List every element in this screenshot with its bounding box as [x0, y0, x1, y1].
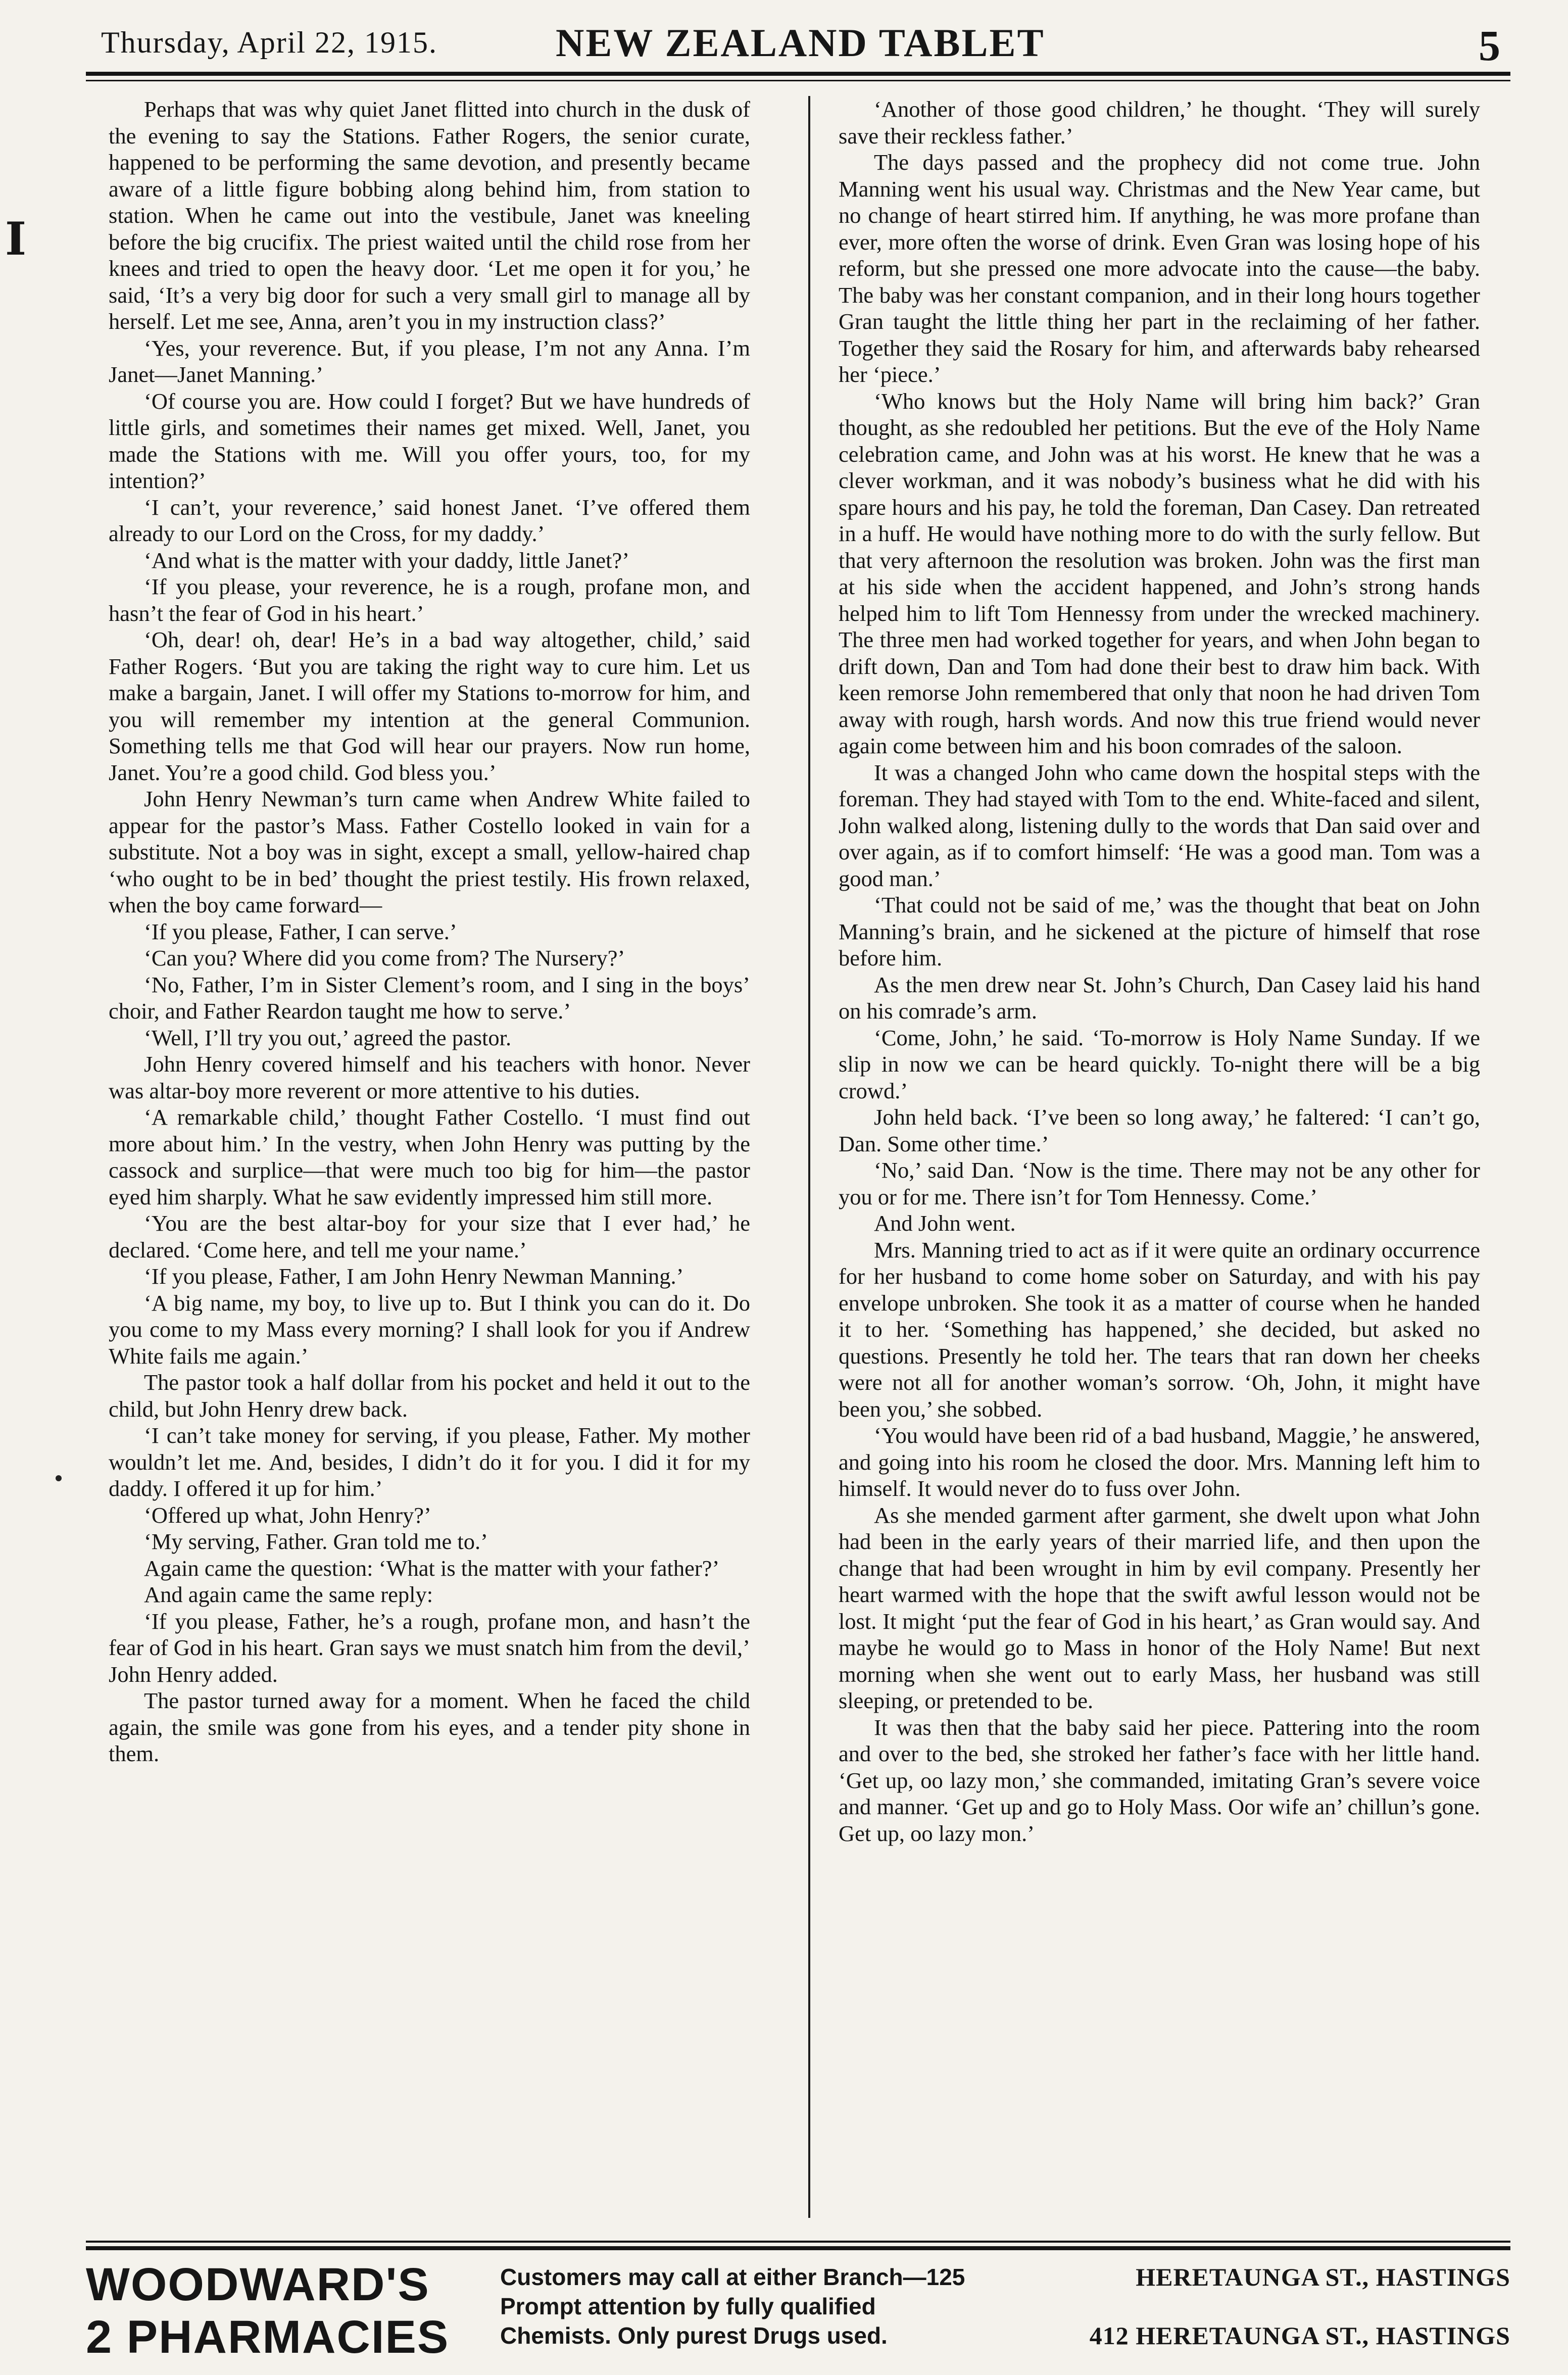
publication-title: NEW ZEALAND TABLET — [556, 21, 1045, 65]
paragraph: It was a changed John who came down the hospital steps with the foreman. They had stayed with Tom to the end. White-faced and silent, John walked along, listening dully to the words that Dan said over and over again, as if to comfort himself: ‘He was a good man. Tom was a good man.’ — [839, 759, 1480, 891]
paragraph: ‘No, Father, I’m in Sister Clement’s room, and I sing in the boys’ choir, and Father Reardon taught me how to serve.’ — [109, 972, 750, 1024]
paragraph: ‘Well, I’ll try you out,’ agreed the pastor. — [144, 1025, 512, 1050]
ad-name-line1: WOODWARD'S — [86, 2259, 430, 2310]
paragraph: ‘If you please, Father, he’s a rough, profane mon, and hasn’t the fear of God in his heart. Gran says we must snatch him from the devil,’ John Henry added. — [109, 1608, 750, 1687]
paragraph: ‘You would have been rid of a bad husband, Maggie,’ he answered, and going into his room he closed the door. Mrs. Manning left him to himself. It would never do to fuss over John. — [839, 1423, 1480, 1501]
margin-dot — [56, 1475, 62, 1481]
footer-rule-thin — [86, 2241, 1510, 2243]
paragraph: ‘My serving, Father. Gran told me to.’ — [144, 1529, 488, 1554]
ad-name-line2: 2 PHARMACIES — [86, 2311, 450, 2363]
page-number: 5 — [1479, 21, 1500, 70]
paragraph: ‘A big name, my boy, to live up to. But I think you can do it. Do you come to my Mass every morning? I shall look for you if Andrew White fails me again.’ — [109, 1290, 750, 1369]
paragraph: ‘If you please, Father, I can serve.’ — [144, 918, 457, 944]
paragraph: ‘A remarkable child,’ thought Father Costello. ‘I must find out more about him.’ In the vestry, when John Henry was putting by the cassock and surplice—that were much too big for him—the pastor eyed him sharply. What he saw evidently impressed him still more. — [109, 1104, 750, 1209]
ad-line2-left: Prompt attention by fully qualified — [500, 2293, 876, 2319]
page-header — [101, 20, 1500, 70]
paragraph: ‘Another of those good children,’ he thought. ‘They will surely save their reckless father.’ — [839, 96, 1480, 149]
paragraph: ‘Of course you are. How could I forget? But we have hundreds of little girls, and sometimes their names get mixed. Well, Janet, you made the Stations with me. Will you offer yours, too, for my intention?’ — [109, 388, 750, 493]
paragraph: As she mended garment after garment, she dwelt upon what John had been in the early years of their married life, and then upon the change that had been wrought in him by evil company. Presently her heart warmed with the hope that the swift awful lesson would not be lost. It might ‘put the fear of God in his heart,’ as Gran would say. And maybe he would go to Mass in honor of the Holy Name! But next morning when she went out to early Mass, her husband was still sleeping, or pretended to be. — [839, 1502, 1480, 1713]
left-column — [109, 96, 750, 1767]
header-rule-thin — [86, 80, 1510, 81]
header-rule-thick — [86, 72, 1510, 76]
paragraph: ‘If you please, Father, I am John Henry Newman Manning.’ — [144, 1264, 684, 1289]
ad-business-name — [86, 2258, 449, 2363]
paragraph: The pastor turned away for a moment. When he faced the child again, the smile was gone from his eyes, and a tender pity shone in them. — [109, 1688, 750, 1766]
column-divider — [808, 96, 810, 2218]
paragraph: Perhaps that was why quiet Janet flitted into church in the dusk of the evening to say the Stations. Father Rogers, the senior curate, happened to be performing the same devotion, and presently became aware of a little figure bobbing along behind him, from station to station. When he came out into the vestibule, Janet was kneeling before the big crucifix. The priest waited until the child rose from her knees and tried to open the heavy door. ‘Let me open it for you,’ he said, ‘It’s a very big door for such a very small girl to manage all by herself. Let me see, Anna, aren’t you in my instruction class?’ — [109, 96, 750, 334]
paragraph: John Henry Newman’s turn came when Andrew White failed to appear for the pastor’s Mass. Father Costello looked in vain for a substitute. Not a boy was in sight, except a small, yellow-haired chap ‘who ought to be in bed’ thought the priest testily. His frown relaxed, when the boy came forward— — [109, 786, 750, 917]
paragraph: And John went. — [874, 1210, 1016, 1236]
paragraph: And again came the same reply: — [144, 1582, 433, 1607]
right-column — [839, 96, 1480, 1847]
paragraph: John held back. ‘I’ve been so long away,’ he faltered: ‘I can’t go, Dan. Some other time.’ — [839, 1104, 1480, 1156]
pharmacy-advertisement — [86, 2258, 1510, 2364]
ad-line1-left: Customers may call at either Branch—125 — [500, 2264, 965, 2290]
paragraph: ‘Offered up what, John Henry?’ — [144, 1502, 431, 1528]
paragraph: ‘I can’t, your reverence,’ said honest Janet. ‘I’ve offered them already to our Lord on the Cross, for my daddy.’ — [109, 494, 750, 546]
paragraph: ‘If you please, your reverence, he is a rough, profane mon, and hasn’t the fear of God in his heart.’ — [109, 574, 750, 626]
paragraph: As the men drew near St. John’s Church, Dan Casey laid his hand on his comrade’s arm. — [839, 972, 1480, 1024]
paragraph: ‘Who knows but the Holy Name will bring him back?’ Gran thought, as she redoubled her petitions. But the eve of the Holy Name celebration came, and John was at his worst. He knew that he was a clever workman, and it was nobody’s business what he did with his spare hours and his pay, he told the foreman, Dan Casey. Dan retreated in a huff. He would have nothing more to do with the surly fellow. But that very afternoon the resolution was broken. John was the first man at his side when the accident happened, and John’s strong hands helped him to lift Tom Hennessy from under the wrecked machinery. The three men had worked together for years, and when John began to drift down, Dan and Tom had done their best to draw him back. With keen remorse John remembered that only that noon he had driven Tom away with rough, harsh words. And now this true friend would never again come between him and his boon comrades of the saloon. — [839, 388, 1480, 758]
ad-line1-right: HERETAUNGA ST., HASTINGS — [1136, 2263, 1510, 2291]
footer-rule-thick — [86, 2246, 1510, 2250]
paragraph: It was then that the baby said her piece. Pattering into the room and over to the bed, she stroked her father’s face with her little hand. ‘Get up, oo lazy mon,’ she commanded, imitating Gran’s severe voice and manner. ‘Get up and go to Holy Mass. Oor wife an’ chillun’s gone. Get up, oo lazy mon.’ — [839, 1714, 1480, 1846]
paragraph: ‘You are the best altar-boy for your size that I ever had,’ he declared. ‘Come here, and tell me your name.’ — [109, 1210, 750, 1263]
paragraph: Mrs. Manning tried to act as if it were quite an ordinary occurrence for her husband to come home sober on Saturday, and with his pay envelope unbroken. She took it as a matter of course when he handed it to her. ‘Something has happened,’ she decided, but asked no questions. Presently he told her. The tears that ran down her cheeks were not all for another woman’s sorrow. ‘Oh, John, it might have been you,’ she sobbed. — [839, 1237, 1480, 1422]
margin-mark: I — [5, 212, 27, 266]
ad-copy — [500, 2262, 1510, 2350]
paragraph: ‘Yes, your reverence. But, if you please, I’m not any Anna. I’m Janet—Janet Manning.’ — [109, 335, 750, 387]
paragraph: ‘And what is the matter with your daddy, little Janet?’ — [144, 547, 630, 573]
paragraph: Again came the question: ‘What is the matter with your father?’ — [144, 1555, 720, 1581]
paragraph: ‘No,’ said Dan. ‘Now is the time. There may not be any other for you or for me. There isn’t for Tom Hennessy. Come.’ — [839, 1157, 1480, 1209]
ad-line3-left: Chemists. Only purest Drugs used. — [500, 2322, 888, 2349]
paragraph: ‘I can’t take money for serving, if you please, Father. My mother wouldn’t let me. And, besides, I didn’t do it for you. I did it for my daddy. I offered it up for him.’ — [109, 1423, 750, 1501]
ad-line3-right: 412 HERETAUNGA ST., HASTINGS — [1089, 2321, 1510, 2350]
paragraph: ‘Can you? Where did you come from? The Nursery?’ — [144, 945, 625, 971]
paragraph: ‘That could not be said of me,’ was the thought that beat on John Manning’s brain, and he sickened at the picture of himself that rose before him. — [839, 892, 1480, 971]
paragraph: ‘Come, John,’ he said. ‘To-morrow is Holy Name Sunday. If we slip in now we can be heard quickly. To-night there will be a big crowd.’ — [839, 1025, 1480, 1103]
paragraph: John Henry covered himself and his teachers with honor. Never was altar-boy more reverent or more attentive to his duties. — [109, 1051, 750, 1103]
issue-date: Thursday, April 22, 1915. — [101, 26, 438, 59]
paragraph: The pastor took a half dollar from his pocket and held it out to the child, but John Henry drew back. — [109, 1370, 750, 1422]
paragraph: ‘Oh, dear! oh, dear! He’s in a bad way altogether, child,’ said Father Rogers. ‘But you are taking the right way to cure him. Let us make a bargain, Janet. I will offer my Stations to-morrow for him, and you will remember my intention at the general Communion. Something tells me that God will hear our prayers. Now run home, Janet. You’re a good child. God bless you.’ — [109, 627, 750, 785]
paragraph: The days passed and the prophecy did not come true. John Manning went his usual way. Christmas and the New Year came, but no change of heart stirred him. If anything, he was more profane than ever, more often the worse of drink. Even Gran was losing hope of his reform, but she pressed one more advocate into the cause—the baby. The baby was her constant companion, and in their long hours together Gran taught the little thing her part in the reclaiming of her father. Together they said the Rosary for him, and afterwards baby rehearsed her ‘piece.’ — [839, 150, 1480, 387]
